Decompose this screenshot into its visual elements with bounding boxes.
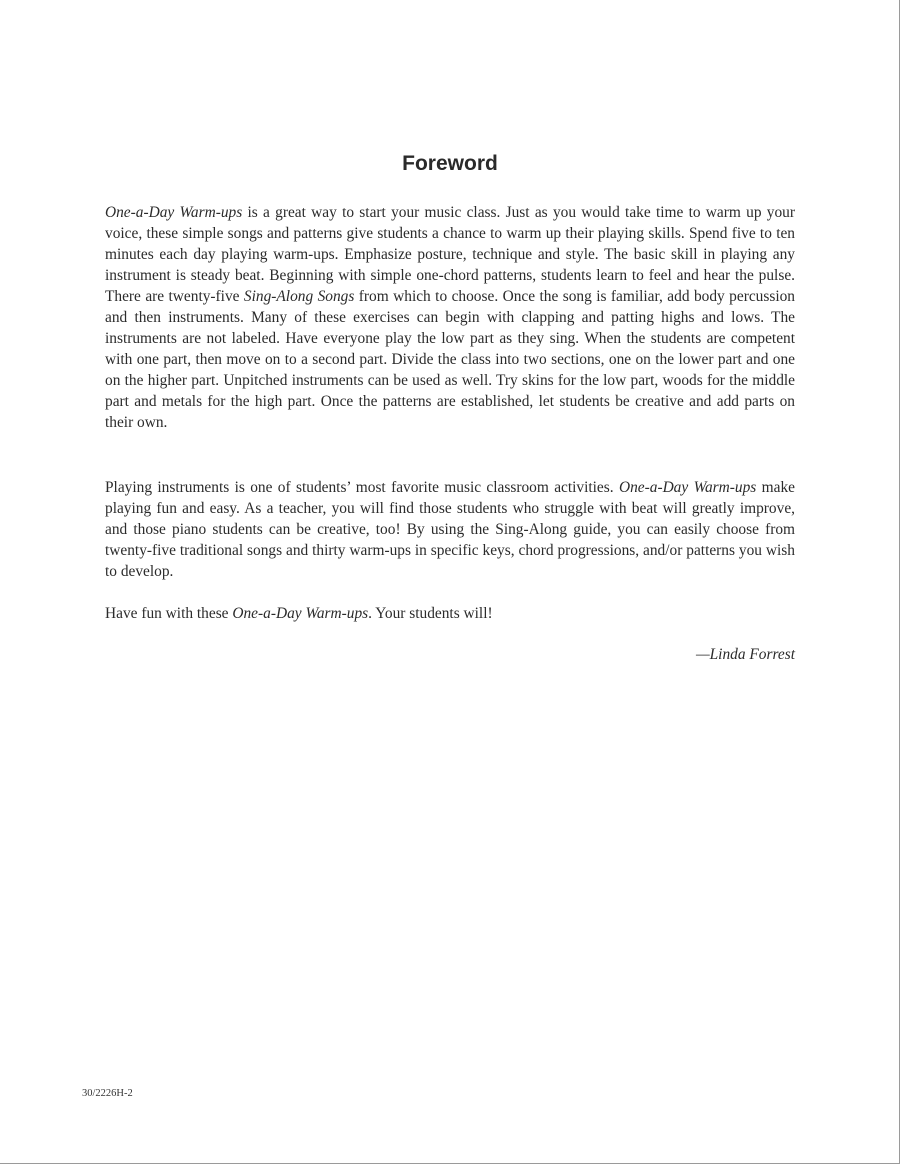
paragraph-text: . Your students will! (368, 605, 493, 622)
book-title-italic: One-a-Day Warm-ups (105, 204, 243, 221)
paragraph-text: Have fun with these (105, 605, 233, 622)
book-title-italic: One-a-Day Warm-ups (232, 605, 369, 622)
author-signature: —Linda Forrest (695, 646, 795, 663)
paragraph-text: Playing instruments is one of students’ most favorite music classroom activities. (105, 479, 619, 496)
foreword-paragraph-3 (105, 603, 795, 624)
sing-along-songs-italic: Sing-Along Songs (243, 288, 355, 305)
paragraph-text: make playing fun and easy. As a teacher, you will find those students who struggle with beat will greatly improve, and those piano students can be creative, too! By using the Sing-Along guide, you can easily choose from twenty-five traditional songs and thirty warm-ups in specific keys, chord progressions, and/or patterns you wish to develop. (105, 479, 795, 580)
paragraph-text: from which to choose. Once the song is familiar, add body percussion and then instruments. Many of these exercises can begin with clapping and patting highs and lows. The instruments are not labeled. Have everyone play the low part as they sing. When the students are competent with one part, then move on to a second part. Divide the class into two sections, one on the lower part and one on the higher part. Unpitched instruments can be used as well. Try skins for the low part, woods for the middle part and metals for the high part. Once the patterns are established, let students be creative and add parts on their own. (105, 288, 795, 431)
foreword-paragraph-1 (105, 202, 795, 433)
page-title: Foreword (402, 152, 498, 175)
footer-product-code: 30/2226H-2 (82, 1088, 133, 1099)
book-title-italic: One-a-Day Warm-ups (618, 479, 757, 496)
foreword-paragraph-2 (105, 477, 795, 582)
paragraph-text: is a great way to start your music class. Just as you would take time to warm up your voice, these simple songs and patterns give students a chance to warm up their playing skills. Spend five to ten minutes each day playing warm-ups. Emphasize posture, technique and style. The basic skill in playing any instrument is steady beat. Beginning with simple one-chord patterns, students learn to feel and hear the pulse. There are twenty-five (105, 204, 795, 305)
